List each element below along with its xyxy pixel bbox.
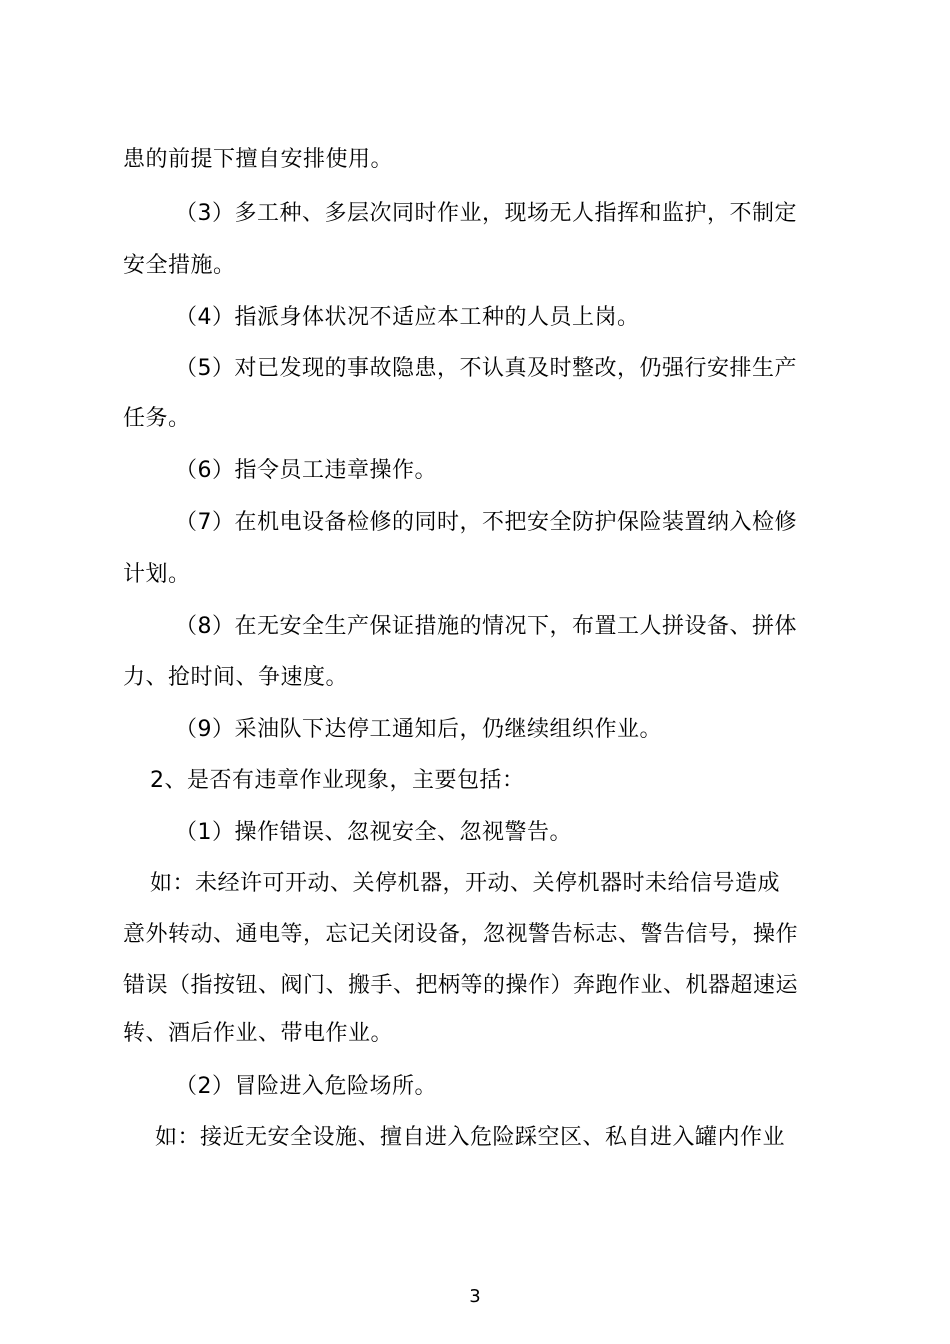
paragraph-line: （2）冒险进入危险场所。 xyxy=(175,1074,437,1099)
paragraph-line: （7）在机电设备检修的同时，不把安全防护保险装置纳入检修 xyxy=(175,510,797,535)
paragraph-line: （1）操作错误、忽视安全、忽视警告。 xyxy=(175,820,572,845)
paragraph-line: 任务。 xyxy=(123,406,191,431)
paragraph-line: 转、酒后作业、带电作业。 xyxy=(123,1021,394,1046)
paragraph-line: 力、抢时间、争速度。 xyxy=(123,665,349,690)
paragraph-line: （4）指派身体状况不适应本工种的人员上岗。 xyxy=(175,305,640,330)
paragraph-line: （3）多工种、多层次同时作业，现场无人指挥和监护，不制定 xyxy=(175,201,797,226)
paragraph-line: 如：未经许可开动、关停机器，开动、关停机器时未给信号造成 xyxy=(150,871,781,896)
section-heading: 2、是否有违章作业现象，主要包括： xyxy=(150,768,525,793)
paragraph-line: 意外转动、通电等，忘记关闭设备，忽视警告标志、警告信号，操作 xyxy=(123,922,799,947)
paragraph-line: 错误（指按钮、阀门、搬手、把柄等的操作）奔跑作业、机器超速运 xyxy=(123,973,799,998)
paragraph-line: （6）指令员工违章操作。 xyxy=(175,458,437,483)
paragraph-line: （5）对已发现的事故隐患，不认真及时整改，仍强行安排生产 xyxy=(175,356,797,381)
paragraph-line: 如：接近无安全设施、擅自进入危险踩空区、私自进入罐内作业 xyxy=(155,1125,786,1150)
paragraph-line: 计划。 xyxy=(123,562,191,587)
paragraph-line: 安全措施。 xyxy=(123,253,236,278)
paragraph-line: 患的前提下擅自安排使用。 xyxy=(123,147,394,172)
paragraph-line: （8）在无安全生产保证措施的情况下，布置工人拼设备、拼体 xyxy=(175,614,797,639)
page-number: 3 xyxy=(469,1286,481,1307)
paragraph-line: （9）采油队下达停工通知后，仍继续组织作业。 xyxy=(175,717,662,742)
